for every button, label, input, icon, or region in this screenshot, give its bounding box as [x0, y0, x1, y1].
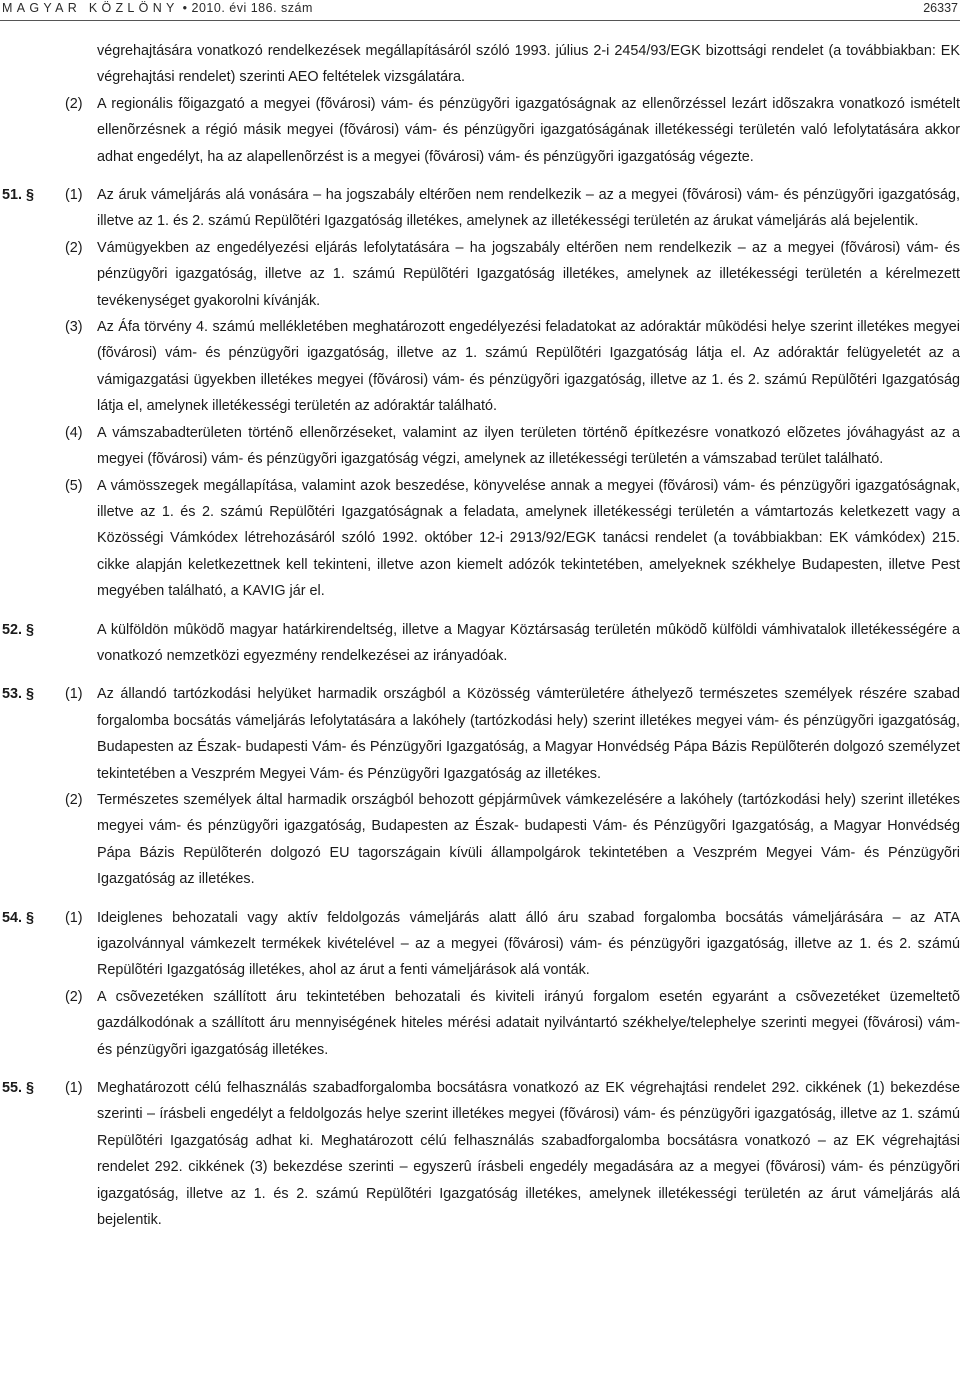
paragraph-text: A vámszabadterületen történõ ellenõrzéseket, valamint az ilyen területen történõ építkezésre vonatkozó elõzetes jóváhagyást az a megyei (fõvárosi) vám- és pénzügyõri igazgatóság végzi, amelynek az illetékességi területén a vámszabad terület található. — [97, 424, 960, 468]
paragraph-text: Az Áfa törvény 4. számú mellékletében meghatározott engedélyezési feladatokat az adóraktár mûködési helye szerint illetékes megyei (fõvárosi) vám- és pénzügyõri igazgatóság, illetve az 1. számú Repülõtéri Igazgatóság látja el. Az adóraktár felügyeletét az a vámigazgatási ügyekben illetékes megyei (fõvárosi) vám- és pénzügyõri igazgatóság, illetve az 1. és 2. számú Repülõtéri Igazgatóság látja el, amelynek illetékességi területén az adóraktár található. — [97, 319, 960, 415]
paragraph-text: A regionális fõigazgató a megyei (fõvárosi) vám- és pénzügyõri igazgatóságnak az ellenõrzéssel lezárt idõszakra vonatkozó ismételt ellenõrzésnek a régió másik megyei (fõvárosi) vám- és pénzügyõri igazgatóságának illetékességi területén való lefolytatására akkor adhat engedélyt, ha az alapellenõrzést is a megyei (fõvárosi) vám- és pénzügyõri igazgatóság végezte. — [97, 95, 960, 165]
section-paragraph — [0, 984, 960, 1063]
paragraph-number: (3) — [65, 319, 83, 336]
section-paragraph — [0, 905, 960, 984]
section-number: 52. § — [2, 621, 35, 638]
section-paragraph — [0, 235, 960, 314]
section-number: 54. § — [2, 909, 35, 926]
header-rule — [0, 20, 960, 21]
section-gap — [0, 605, 960, 617]
section-paragraph — [0, 1075, 960, 1233]
section-gap — [0, 893, 960, 905]
paragraph-number: (2) — [65, 791, 83, 808]
paragraph-number: (2) — [65, 239, 83, 256]
section-gap — [0, 1063, 960, 1075]
section — [0, 1075, 960, 1233]
carryover-paragraph-2 — [0, 91, 960, 170]
page-number: 26337 — [923, 1, 958, 15]
section-number: 51. § — [2, 187, 35, 204]
paragraph-text: Az állandó tartózkodási helyüket harmadik országból a Közösség vámterületére áthelyezõ természetes személyek részére szabad forgalomba bocsátás vámeljárás lefolytatására a lakóhely (tartózkodási hely) szerint illetékes megyei vám- és pénzügyõri igazgatóság, Budapesten az Észak- budapesti Vám- és Pénzügyõri Igazgatóság, a Magyar Honvédség Pápa Bázis Repülõterén dolgozó személyzet tekintetében a Veszprém Megyei Vám- és Pénzügyõri Igazgatóság az illetékes. — [97, 686, 960, 782]
sections-container — [0, 170, 960, 1233]
section-paragraph — [0, 420, 960, 473]
section-paragraph — [0, 314, 960, 420]
section-paragraph — [0, 473, 960, 605]
paragraph-number: (1) — [65, 187, 83, 204]
section-number: 53. § — [2, 686, 35, 703]
bullet-separator: • — [182, 1, 188, 15]
paragraph-text: Természetes személyek által harmadik országból behozott gépjármûvek vámkezelésére a lakóhely (tartózkodási hely) szerint illetékes megyei vám- és pénzügyõri igazgatóság, Budapesten az Észak- budapesti Vám- és Pénzügyõri Igazgatóság, a Magyar Honvédség Pápa Bázis Repülõterén dolgozó EU tagországain kívüli állampolgárok tekintetében a Veszprém Megyei Vám- és Pénzügyõri Igazgatóság az illetékes. — [97, 791, 960, 888]
document-body — [0, 38, 960, 1233]
running-header — [2, 1, 313, 15]
section-gap — [0, 170, 960, 182]
paragraph-text: Ideiglenes behozatali vagy aktív feldolgozás vámeljárás alatt álló áru szabad forgalomba bocsátás vámeljárására – az ATA igazolvánnyal vámkezelt termékek kivételével – az a megyei (fõvárosi) vám- és pénzügyõri igazgatóság, illetve az 1. és 2. számú Repülõtéri Igazgatóság illetékes, ahol az árut a fenti vámeljárások alá vonták. — [97, 909, 960, 979]
section-paragraph — [0, 787, 960, 893]
paragraph-text: A vámösszegek megállapítása, valamint azok beszedése, könyvelése annak a megyei (fõvárosi) vám- és pénzügyõri igazgatóságnak, illetve az 1. és 2. számú Repülõtéri Igazgatóságnak a feladata, amelynek illetékességi területén a vámtartozás keletkezett vagy a Közösségi Vámkódex létrehozásáról szóló 1992. október 12-i 2913/92/EGK tanácsi rendelet (a továbbiakban: EK vámkódex) 215. cikke alapján keletkezettnek kell tekinteni, illetve azon kiemelt adózók tekintetében, amelyeknek székhelye Budapesten, illetve Pest megyében található, a KAVIG jár el. — [97, 477, 960, 600]
paragraph-number: (2) — [65, 988, 83, 1005]
paragraph-text: Vámügyekben az engedélyezési eljárás lefolytatására – ha jogszabály eltérõen nem rendelkezik – az a megyei (fõvárosi) vám- és pénzügyõri igazgatóság, illetve az 1. számú Repülõtéri Igazgatóság illetékes, amelynek az illetékességi területén a kérelmezett tevékenységet gyakorolni kívánják. — [97, 239, 960, 309]
paragraph-text: A külföldön mûködõ magyar határkirendeltség, illetve a Magyar Köztársaság területén mûködõ külföldi vámhivatalok illetékességére a vonatkozó nemzetközi egyezmény rendelkezései az irányadóak. — [97, 621, 960, 664]
section-gap — [0, 669, 960, 681]
paragraph-number: (2) — [65, 95, 83, 112]
section-number: 55. § — [2, 1080, 35, 1097]
paragraph-number: (1) — [65, 1080, 83, 1097]
paragraph-number: (1) — [65, 909, 83, 926]
paragraph-text: A csõvezetéken szállított áru tekintetében behozatali és kiviteli irányú forgalom esetén egyaránt a csõvezetéket üzemeltetõ gazdálkodónak a szállított áru mennyiségének hiteles mérési adatait nyilvántartó székhelye/telephelye szerinti megyei (fõvárosi) vám- és pénzügyõri igazgatóság illetékes. — [97, 988, 960, 1058]
journal-title: MAGYAR KÖZLÖNY — [2, 1, 179, 15]
paragraph-number: (5) — [65, 477, 83, 494]
issue-label: 2010. évi 186. szám — [191, 1, 313, 15]
page-header — [0, 0, 960, 22]
section — [0, 617, 960, 670]
section — [0, 905, 960, 1063]
carryover-paragraph — [0, 38, 960, 91]
paragraph-number: (1) — [65, 686, 83, 703]
paragraph-number: (4) — [65, 424, 83, 441]
paragraph-text: Meghatározott célú felhasználás szabadforgalomba bocsátásra vonatkozó az EK végrehajtási rendelet 292. cikkének (1) bekezdése szerinti – írásbeli engedélyt a feldolgozás helye szerint illetékes megyei (fõvárosi) vám- és pénzügyõri igazgatóság, illetve az 1. számú Repülõtéri Igazgatóság adhat ki. Meghatározott célú felhasználás szabadforgalomba bocsátásra vonatkozó – az EK végrehajtási rendelet 292. cikkének (3) bekezdése szerinti – egyszerû írásbeli engedély megadására az a megyei (fõvárosi) vám- és pénzügyõri igazgatóság, illetve az 1. és 2. számú Repülõtéri Igazgatóság illetékes, amelynek illetékességi területén az árut vámeljárás alá bejelentik. — [97, 1080, 960, 1229]
section-paragraph — [0, 681, 960, 787]
section — [0, 182, 960, 605]
section — [0, 681, 960, 892]
carryover-text: végrehajtására vonatkozó rendelkezések megállapításáról szóló 1993. július 2-i 2454/93/EGK bizottsági rendelet (a továbbiakban: EK végrehajtási rendelet) szerinti AEO feltételek vizsgálatára. — [97, 43, 960, 86]
section-paragraph — [0, 617, 960, 670]
section-paragraph — [0, 182, 960, 235]
paragraph-text: Az áruk vámeljárás alá vonására – ha jogszabály eltérõen nem rendelkezik – az a megyei (fõvárosi) vám- és pénzügyõri igazgatóság, illetve az 1. és 2. számú Repülõtéri Igazgatóság illetékes, amelynek az illetékességi területén az árukat vámeljárás alá bejelentik. — [97, 187, 960, 230]
